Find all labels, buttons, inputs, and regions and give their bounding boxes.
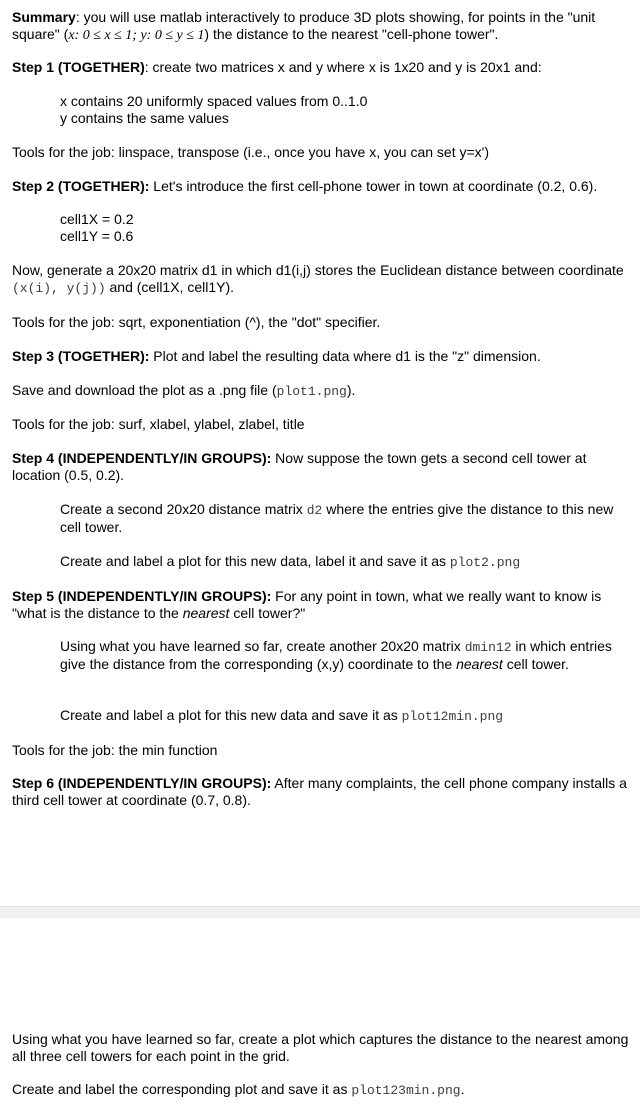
step1-label: Step 1 (TOGETHER)	[12, 59, 145, 75]
step4-create: Create a second 20x20 distance matrix d2 where the entries give the distance to this new cell tower.	[60, 501, 614, 535]
step5-using: Using what you have learned so far, create another 20x20 matrix dmin12 in which entries give the distance from the corresponding (x,y) coordinate to the nearest cell tower.	[60, 638, 612, 672]
step5-tools: Tools for the job: the min function	[12, 742, 218, 758]
document-page-2	[0, 918, 640, 1110]
plot12min-filename: plot12min.png	[401, 709, 504, 724]
step4-plot: Create and label a plot for this new data, label it and save it as plot2.png	[60, 553, 521, 570]
cell1y-line: cell1Y = 0.6	[60, 228, 134, 244]
coordinate-code: (x(i), y(j))	[12, 281, 106, 296]
step6-label: Step 6 (INDEPENDENTLY/IN GROUPS):	[12, 775, 272, 791]
step4-label: Step 4 (INDEPENDENTLY/IN GROUPS):	[12, 450, 272, 466]
step3-save: Save and download the plot as a .png file (plot1.png).	[12, 382, 356, 399]
plot123min-filename: plot123min.png	[351, 1083, 461, 1098]
dmin12-code: dmin12	[464, 640, 512, 655]
step1-tools: Tools for the job: linspace, transpose (i.e., once you have x, you can set y=x')	[12, 144, 489, 160]
d2-code: d2	[306, 503, 323, 518]
step5-heading: Step 5 (INDEPENDENTLY/IN GROUPS): For any point in town, what we really want to know is "what is the distance to the nearest cell tower?"	[12, 588, 602, 621]
step1-y-line: y contains the same values	[60, 110, 229, 126]
summary-paragraph: Summary: you will use matlab interactively to produce 3D plots showing, for points in the "unit square" (x: 0 ≤ x ≤ 1; y: 0 ≤ y ≤ 1) the distance to the nearest "cell-phone tower".	[12, 9, 596, 43]
unit-square-math: x: 0 ≤ x ≤ 1; y: 0 ≤ y ≤ 1	[68, 28, 205, 43]
summary-label: Summary	[12, 9, 76, 25]
step2-label: Step 2 (TOGETHER):	[12, 178, 150, 194]
step3-label: Step 3 (TOGETHER):	[12, 348, 150, 364]
cell1x-line: cell1X = 0.2	[60, 211, 134, 227]
plot2-filename: plot2.png	[449, 555, 521, 570]
step4-heading: Step 4 (INDEPENDENTLY/IN GROUPS): Now suppose the town gets a second cell tower at location (0.5, 0.2).	[12, 450, 587, 483]
step5-plot: Create and label a plot for this new data and save it as plot12min.png	[60, 707, 504, 724]
step2-tools: Tools for the job: sqrt, exponentiation (^), the "dot" specifier.	[12, 314, 381, 330]
step6-heading: Step 6 (INDEPENDENTLY/IN GROUPS): After many complaints, the cell phone company installs a third cell tower at coordinate (0.7, 0.8).	[12, 775, 627, 808]
step1-heading: Step 1 (TOGETHER): create two matrices x and y where x is 1x20 and y is 20x1 and:	[12, 59, 542, 75]
step3-tools: Tools for the job: surf, xlabel, ylabel, zlabel, title	[12, 416, 305, 432]
page2-using: Using what you have learned so far, create a plot which captures the distance to the nearest among all three cell towers for each point in the grid.	[12, 1031, 629, 1064]
step3-heading: Step 3 (TOGETHER): Plot and label the resulting data where d1 is the "z" dimension.	[12, 348, 541, 364]
step5-label: Step 5 (INDEPENDENTLY/IN GROUPS):	[12, 588, 272, 604]
step2-instructions: Now, generate a 20x20 matrix d1 in which d1(i,j) stores the Euclidean distance between coordinate (x(i), y(j)) and (cell1X, cell1Y).	[12, 262, 624, 296]
step1-x-line: x contains 20 uniformly spaced values from 0..1.0	[60, 93, 368, 109]
page2-create: Create and label the corresponding plot and save it as plot123min.png.	[12, 1081, 465, 1098]
step2-heading: Step 2 (TOGETHER): Let's introduce the first cell-phone tower in town at coordinate (0.2, 0.6).	[12, 178, 598, 194]
plot1-filename: plot1.png	[276, 384, 347, 399]
